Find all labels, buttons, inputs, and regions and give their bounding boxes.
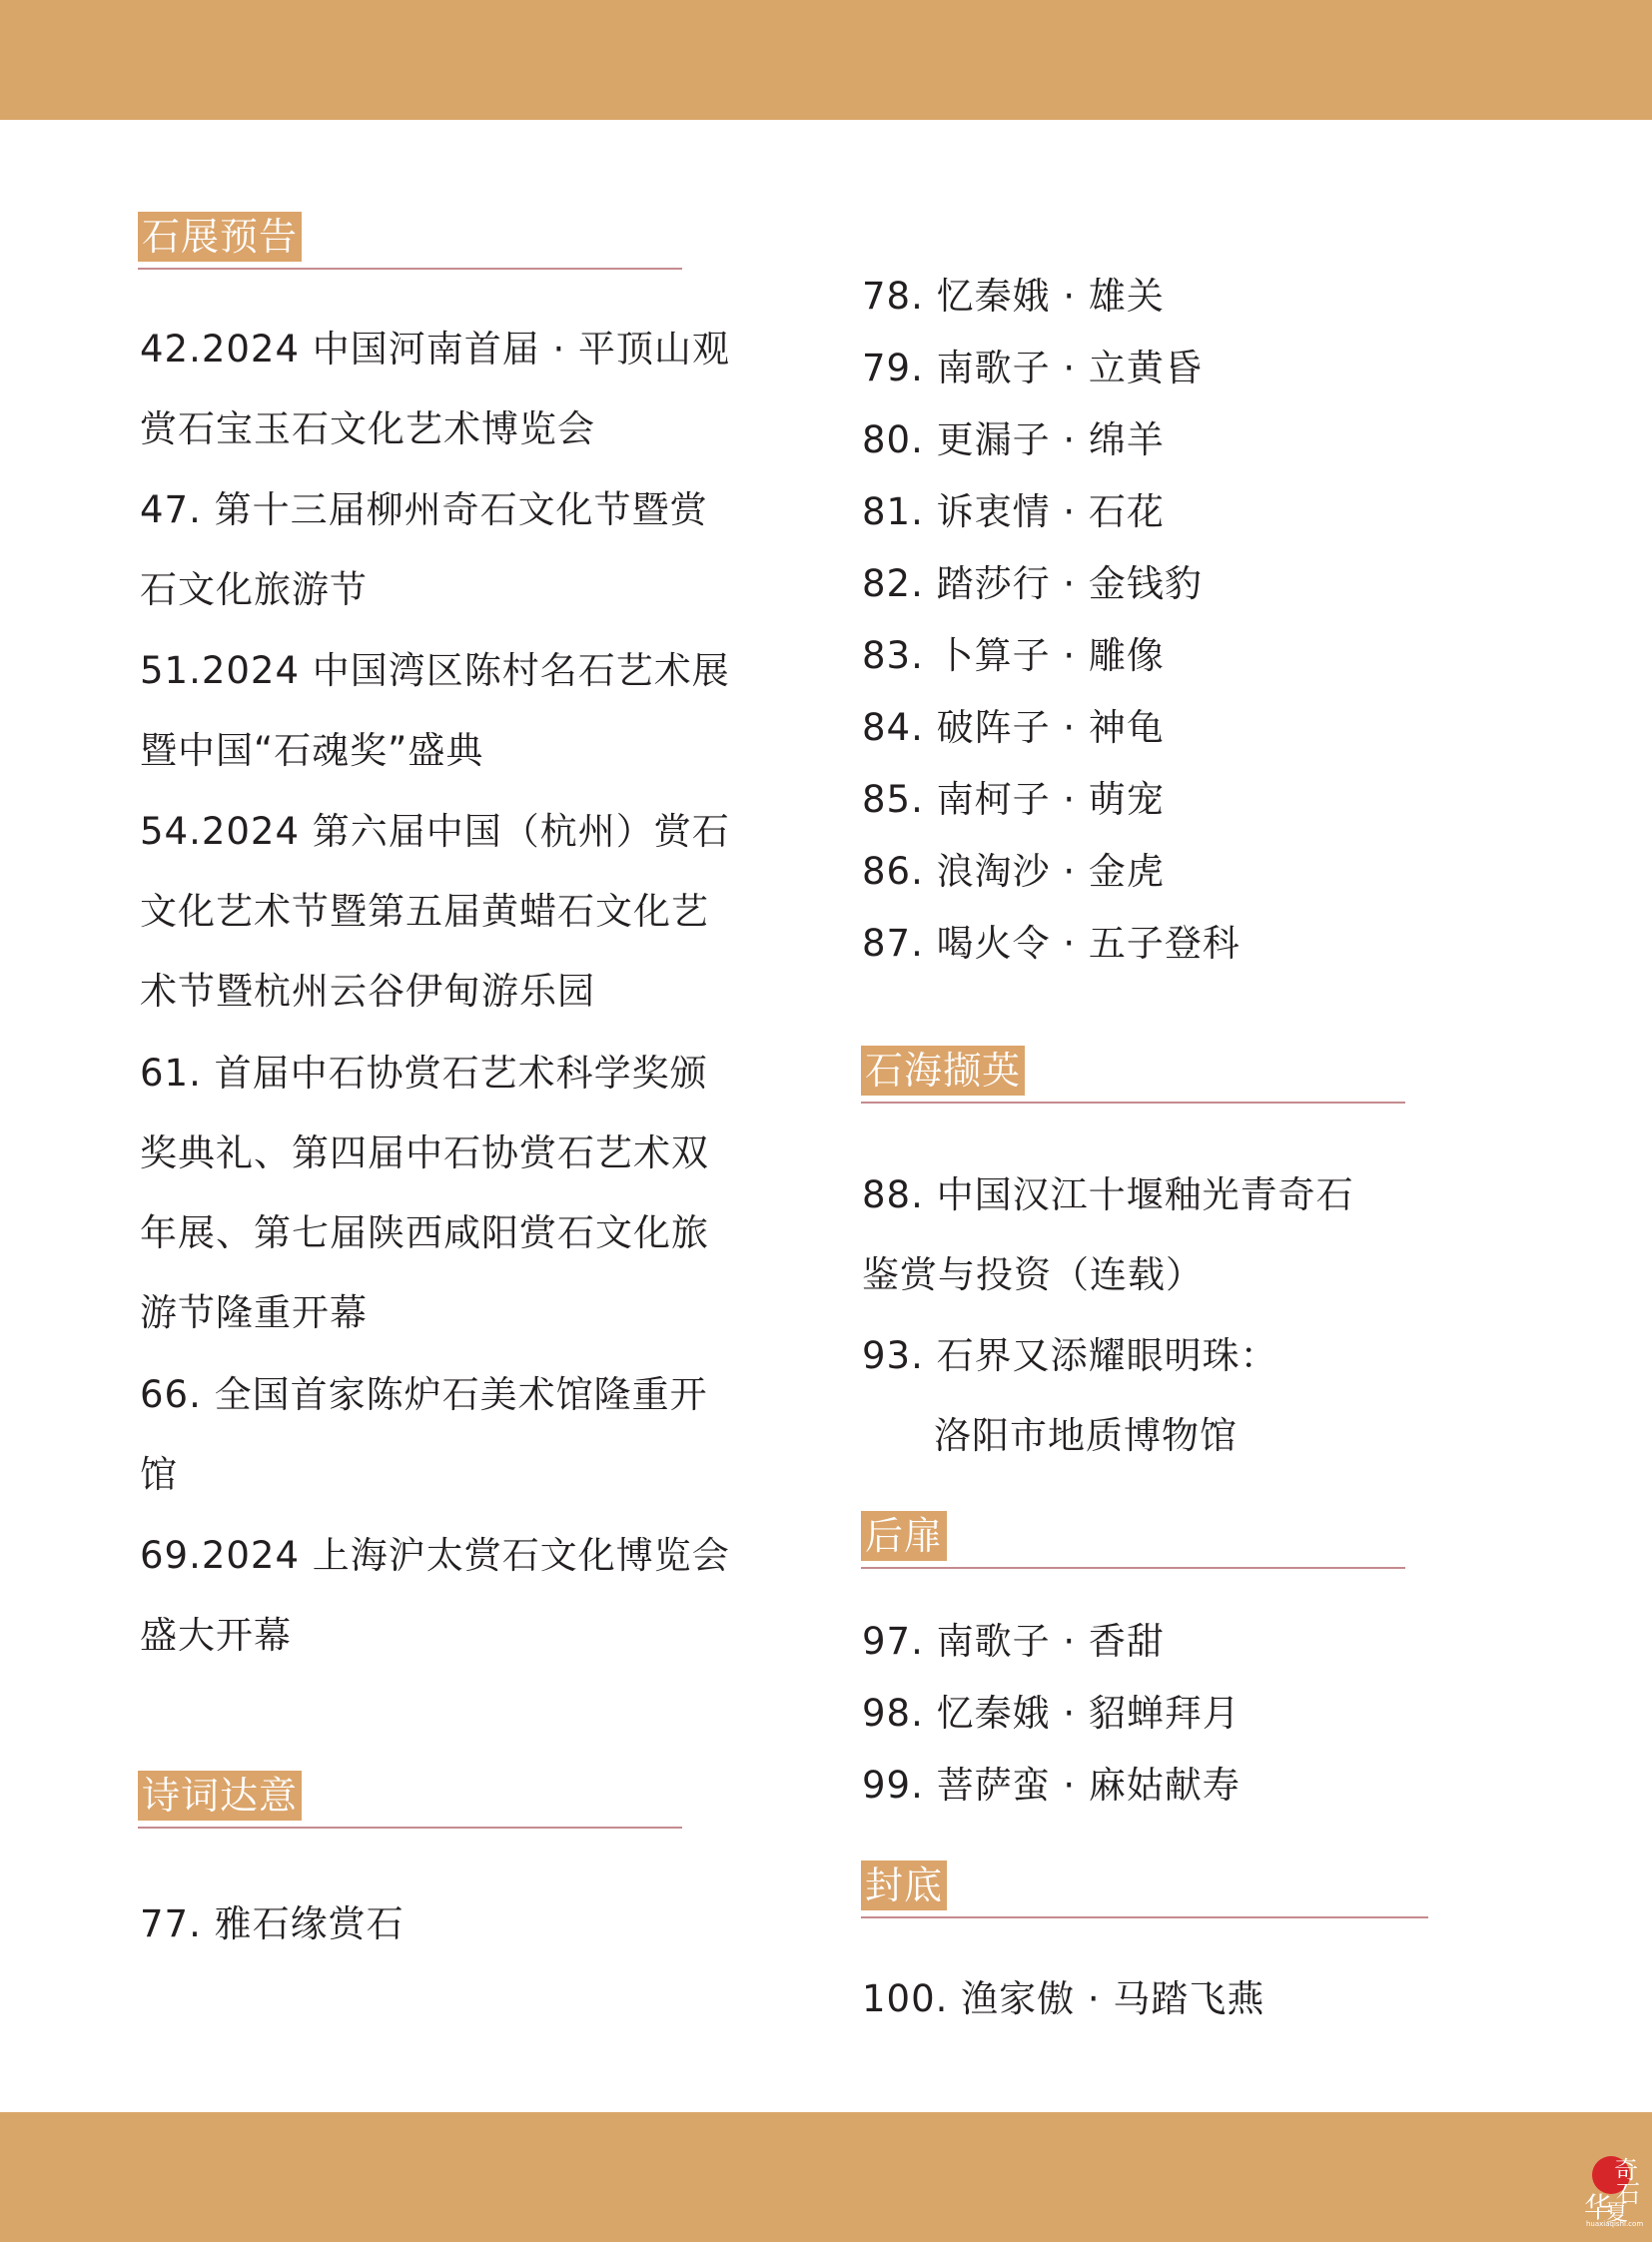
- toc-entry[interactable]: 99. 菩萨蛮 · 麻姑献寿: [862, 1764, 1240, 1807]
- toc-entry[interactable]: 77. 雅石缘赏石: [140, 1902, 405, 1945]
- toc-entry[interactable]: 78. 忆秦娥 · 雄关: [862, 275, 1165, 318]
- section-rule: [138, 1827, 682, 1829]
- toc-entry[interactable]: 69.2024 上海沪太赏石文化博览会 盛大开幕: [140, 1534, 730, 1657]
- toc-entry[interactable]: 80. 更漏子 · 绵羊: [862, 418, 1165, 461]
- section-rule: [138, 268, 682, 270]
- toc-entry[interactable]: 85. 南柯子 · 萌宠: [862, 778, 1165, 821]
- toc-entry[interactable]: 66. 全国首家陈炉石美术馆隆重开 馆: [140, 1373, 708, 1496]
- toc-entry[interactable]: 100. 渔家傲 · 马踏飞燕: [862, 1977, 1265, 2020]
- section-heading-back-flyleaf: [861, 1511, 1405, 1569]
- toc-entry[interactable]: 98. 忆秦娥 · 貂蝉拜月: [862, 1692, 1240, 1735]
- section-heading-exhibition: [138, 212, 682, 270]
- toc-entry[interactable]: 83. 卜算子 · 雕像: [862, 634, 1165, 677]
- toc-entry[interactable]: 81. 诉衷情 · 石花: [862, 490, 1165, 533]
- publisher-logo: 华 奇 石 夏 huaxiaqishi.com: [1584, 2156, 1644, 2228]
- toc-entry[interactable]: 88. 中国汉江十堰釉光青奇石 鉴赏与投资（连载）: [862, 1173, 1354, 1296]
- section-rule: [861, 1567, 1405, 1569]
- toc-entry[interactable]: 87. 喝火令 · 五子登科: [862, 922, 1240, 965]
- section-rule: [861, 1102, 1405, 1104]
- toc-entry[interactable]: 42.2024 中国河南首届 · 平顶山观 赏石宝玉石文化艺术博览会: [140, 328, 731, 450]
- toc-entry[interactable]: 97. 南歌子 · 香甜: [862, 1620, 1165, 1663]
- toc-entry[interactable]: 86. 浪淘沙 · 金虎: [862, 850, 1165, 893]
- toc-entry[interactable]: 82. 踏莎行 · 金钱豹: [862, 562, 1203, 605]
- top-band: [0, 0, 1652, 120]
- section-heading-back-cover: [861, 1861, 1428, 1918]
- toc-entry[interactable]: 47. 第十三届柳州奇石文化节暨赏 石文化旅游节: [140, 488, 708, 611]
- toc-entry[interactable]: 61. 首届中石协赏石艺术科学奖颁 奖典礼、第四届中石协赏石艺术双 年展、第七届陕西咸阳赏石文化旅 游节隆重开幕: [140, 1052, 709, 1334]
- section-tag: 石展预告: [138, 212, 302, 262]
- toc-entry[interactable]: 93. 石界又添耀眼明珠： 洛阳市地质博物馆: [862, 1334, 1278, 1457]
- toc-entry[interactable]: 54.2024 第六届中国（杭州）赏石 文化艺术节暨第五届黄蜡石文化艺 术节暨杭州云谷伊甸游乐园: [140, 810, 730, 1013]
- section-tag: 封底: [861, 1861, 947, 1910]
- section-heading-poetry: [138, 1771, 682, 1829]
- section-tag: 后扉: [861, 1511, 947, 1561]
- section-heading-selection: [861, 1046, 1405, 1104]
- bottom-band: [0, 2112, 1652, 2242]
- toc-entry[interactable]: 79. 南歌子 · 立黄昏: [862, 347, 1203, 389]
- section-rule: [861, 1916, 1428, 1918]
- toc-entry[interactable]: 51.2024 中国湾区陈村名石艺术展 暨中国“石魂奖”盛典: [140, 649, 730, 772]
- section-tag: 诗词达意: [138, 1771, 302, 1821]
- section-tag: 石海撷英: [861, 1046, 1025, 1096]
- toc-entry[interactable]: 84. 破阵子 · 神龟: [862, 706, 1165, 749]
